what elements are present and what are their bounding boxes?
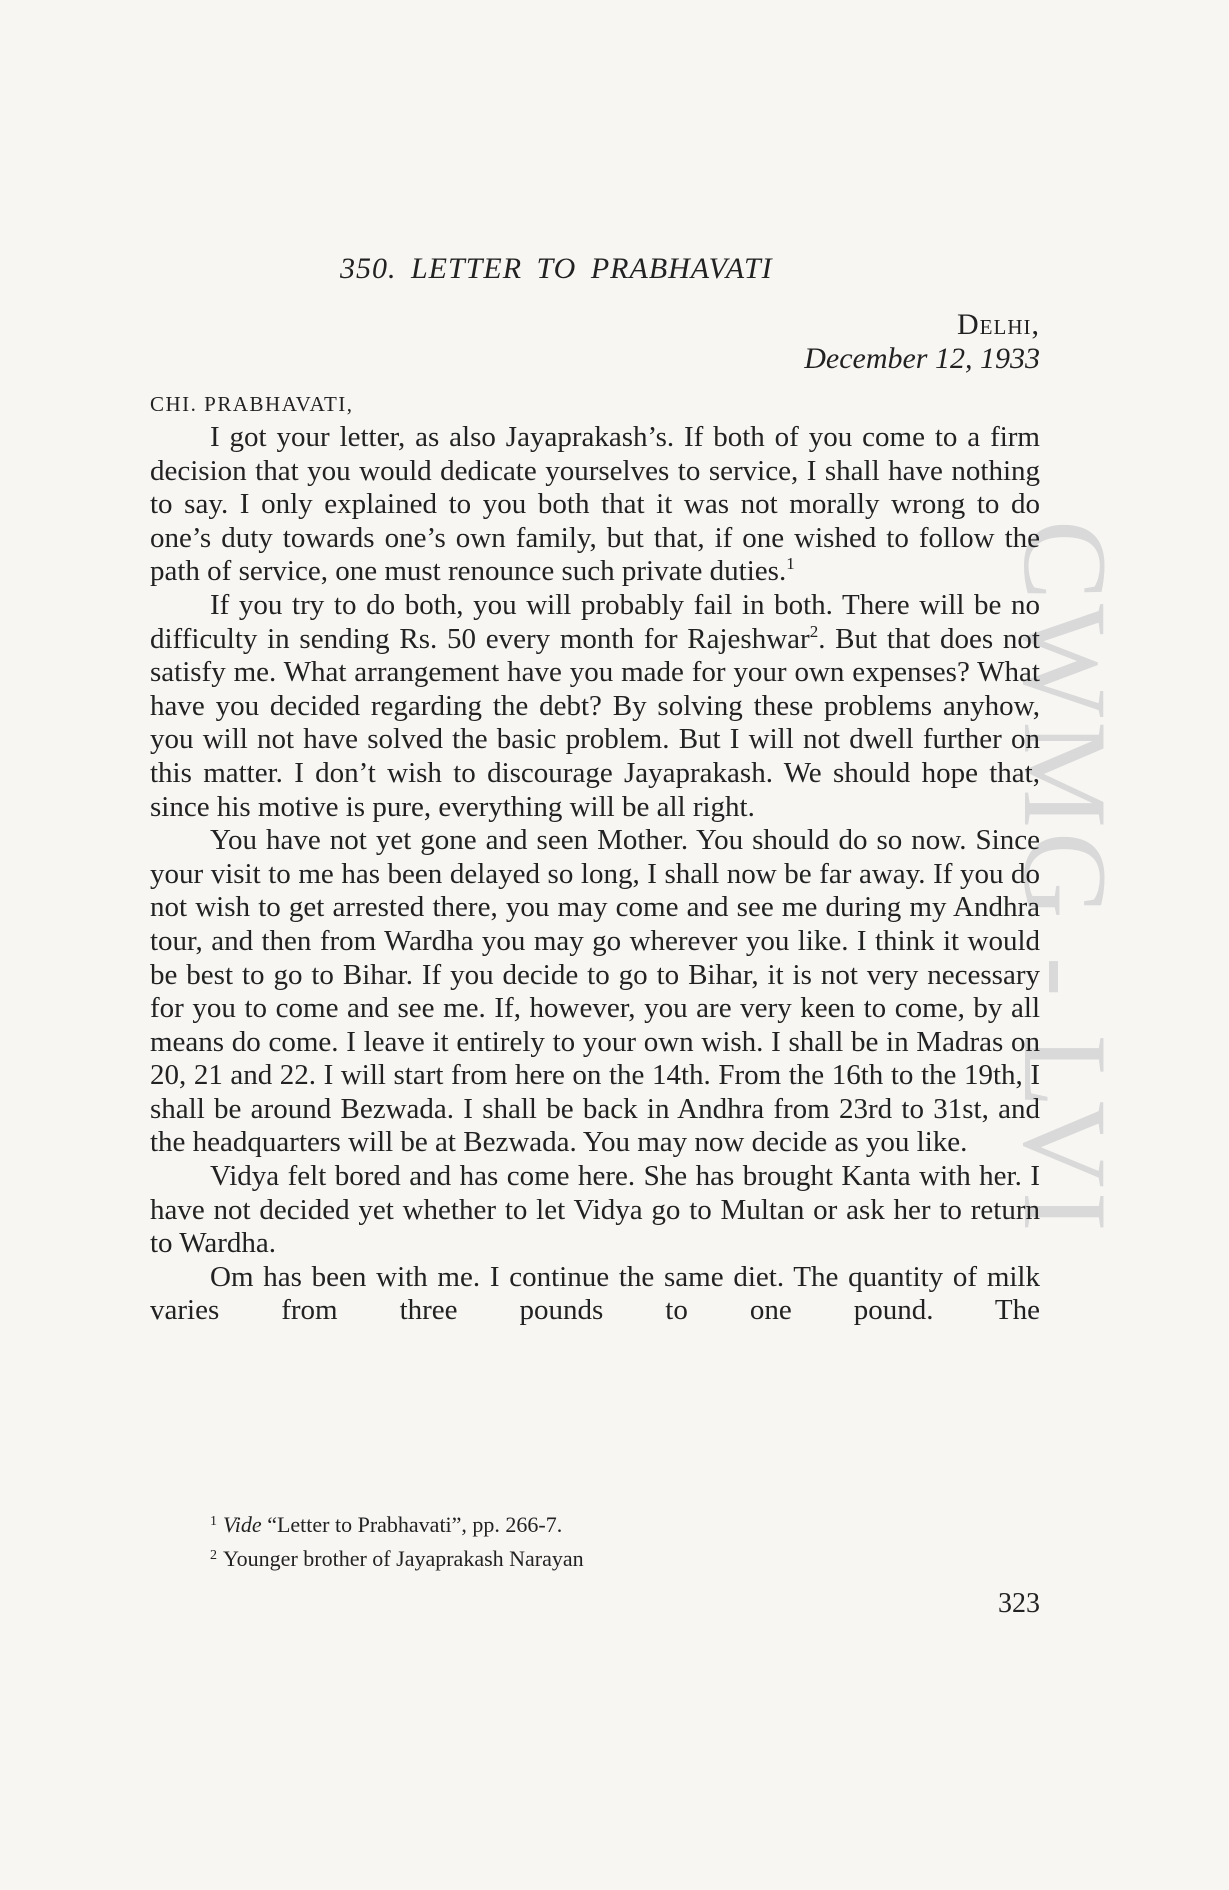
paragraph bbox=[150, 1261, 1040, 1328]
paragraph-text: I got your letter, as also Jayaprakash’s. If both of you come to a firm decision that you would dedicate yourselves to service, I shall have nothing to say. I only explained to you both that it was not morally wrong to do one’s duty towards one’s own family, but that, if one wished to follow the path of service, one must renounce such private duties. bbox=[150, 421, 1040, 588]
paragraph-text: Vidya felt bored and has come here. She has brought Kanta with her. I have not decided yet whether to let Vidya go to Multan or ask her to return to Wardha. bbox=[150, 1160, 1040, 1260]
footnotes bbox=[210, 1506, 584, 1574]
letter-place: Delhi, bbox=[957, 308, 1040, 341]
paragraph-text: . But that does not satisfy me. What arrangement have you made for your own expenses? What have you decided regarding the debt? By solving these problems anyhow, you will not have solved the basic problem. But I will not dwell further on this matter. I don’t wish to discourage Jayaprakash. We should hope that, since his motive is pure, everything will be all right. bbox=[150, 622, 1040, 823]
letter-date: December 12, 1933 bbox=[804, 342, 1040, 375]
letter-body bbox=[150, 421, 1040, 1328]
footnote-mark: 1 bbox=[210, 1514, 217, 1529]
paragraph-text: Om has been with me. I continue the same diet. The quantity of milk varies from three pounds to one pound. The bbox=[150, 1260, 1040, 1327]
footnote-reference: 2 bbox=[809, 621, 819, 641]
paragraph bbox=[150, 824, 1040, 1160]
footnote-reference: 1 bbox=[786, 554, 795, 574]
letter-title: 350. LETTER TO PRABHAVATI bbox=[340, 252, 773, 285]
paragraph-text: If you try to do both, you will probably fail in both. There will be no difficulty in sending Rs. 50 every month for Rajeshwar bbox=[150, 588, 1040, 655]
footnote-mark: 2 bbox=[210, 1548, 217, 1563]
paragraph bbox=[150, 1160, 1040, 1261]
footnote bbox=[210, 1540, 584, 1574]
paragraph-text: You have not yet gone and seen Mother. You should do so now. Since your visit to me has been delayed so long, I shall now be far away. If you do not wish to get arrested there, you may come and see me during my Andhra tour, and then from Wardha you may go wherever you like. I think it would be best to go to Bihar. If you decide to go to Bihar, it is not very necessary for you to come and see me. If, however, you are very keen to come, by all means do come. I leave it entirely to your own wish. I shall be in Madras on 20, 21 and 22. I will start from here on the 14th. From the 16th to the 19th, I shall be around Bezwada. I shall be back in Andhra from 23rd to 31st, and the headquarters will be at Bezwada. You may now decide as you like. bbox=[150, 824, 1040, 1159]
footnote-text: Younger brother of Jayaprakash Narayan bbox=[223, 1546, 584, 1571]
paragraph bbox=[150, 421, 1040, 589]
footnote-text: “Letter to Prabhavati”, pp. 266-7. bbox=[261, 1512, 563, 1537]
salutation: CHI. PRABHAVATI, bbox=[150, 392, 354, 416]
footnote-italic-text: Vide bbox=[223, 1512, 262, 1537]
page-number: 323 bbox=[998, 1588, 1040, 1619]
paragraph bbox=[150, 589, 1040, 824]
watermark: CWMG - LVI bbox=[999, 520, 1132, 1236]
footnote bbox=[210, 1506, 584, 1540]
